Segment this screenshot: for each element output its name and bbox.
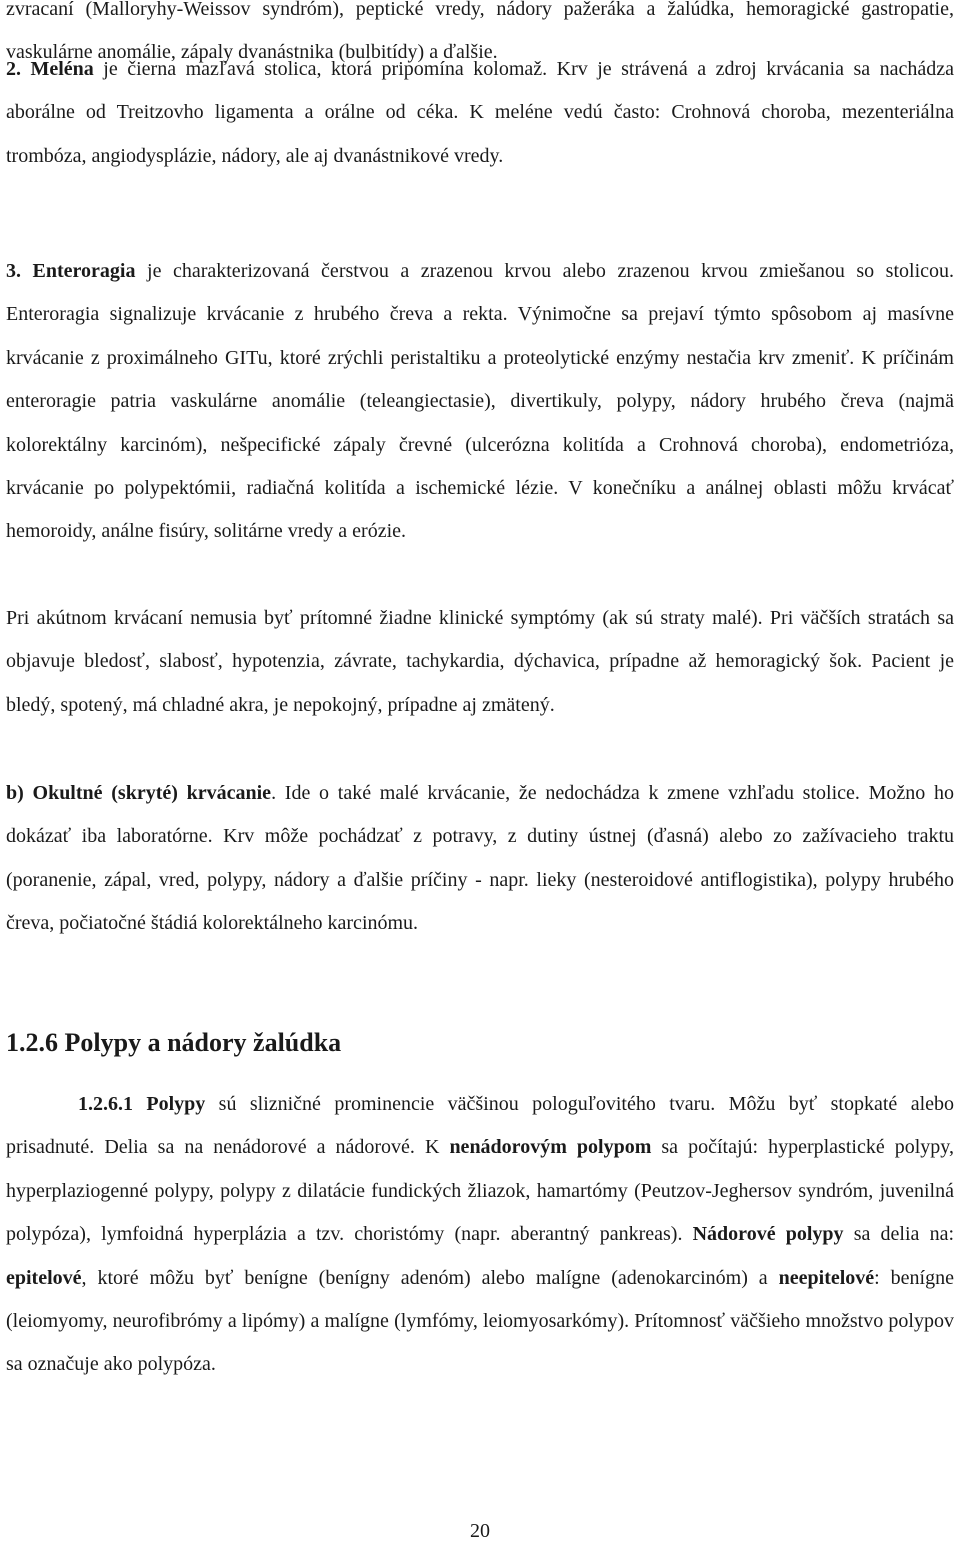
paragraph-intro-text: zvracaní (Malloryhy-Weissov syndróm), peptické vredy, nádory pažeráka a žalúdka, hemoragické gastropatie, vaskulárne anomálie, zápaly dvanástnika (bulbitídy) a ďalšie. <box>6 0 954 64</box>
polyps-text-5: : benígne (leiomyomy, neurofibrómy a lipómy) a malígne (lymfómy, leiomyosarkómy). Prítomnosť väčšieho množstvo polypov sa označuje ako polypóza. <box>6 1266 954 1376</box>
paragraph-polyps <box>6 1083 954 1387</box>
epithelial-term: epitelové <box>6 1266 82 1289</box>
polyps-subsection-title: 1.2.6.1 Polypy <box>78 1093 206 1115</box>
enteroragia-term: 3. Enteroragia <box>6 260 136 282</box>
melena-text: je čierna mazľavá stolica, ktorá pripomína kolomaž. Krv je strávená a zdroj krvácania sa nachádza aborálne od Treitzovho ligamenta a orálne od céka. K meléne vedú často: Crohnová choroba, mezenteriálna trombóza, angiodysplázie, nádory, ale aj dvanástnikové vredy. <box>6 58 954 167</box>
paragraph-occult-bleeding <box>6 772 954 946</box>
paragraph-melena <box>6 48 954 178</box>
neoplastic-polyps-term: Nádorové polypy <box>692 1223 844 1246</box>
non-epithelial-term: neepitelové <box>778 1266 875 1289</box>
section-heading: 1.2.6 Polypy a nádory žalúdka <box>6 1028 342 1057</box>
melena-term: 2. Meléna <box>6 58 94 80</box>
paragraph-enteroragia <box>6 250 954 554</box>
enteroragia-text: je charakterizovaná čerstvou a zrazenou krvou alebo zrazenou krvou zmiešanou so stolicou. Enteroragia signalizuje krvácanie z hrubého čreva a rekta. Výnimočne sa prejaví týmto spôsobom aj masívne krvácanie z proximálneho GITu, ktoré zrýchli peristaltiku a proteolytické enzýmy nestačia krv zmeniť. K príčinám enteroragie patria vaskulárne anomálie (teleangiectasie), divertikuly, polypy, nádory hrubého čreva (najmä kolorektálny karcinóm), nešpecifické zápaly črevné (ulceróznа kolitída a Crohnová choroba), endometrióza, krvácanie po polypektómii, radiačná kolitída a ischemické lézie. V konečníku a análnej oblasti môžu krvácať hemoroidy, análne fisúry, solitárne vredy a erózie. <box>6 260 955 543</box>
page-number: 20 <box>470 1520 490 1542</box>
paragraph-symptoms <box>6 597 954 727</box>
polyps-text-4: , ktoré môžu byť benígne (benígny adenóm) alebo malígne (adenokarcinóm) a <box>81 1266 779 1289</box>
symptoms-text: Pri akútnom krvácaní nemusia byť prítomné žiadne klinické symptómy (ak sú straty malé). Pri väčších stratách sa objavuje bledosť, slabosť, hypotenzia, závrate, tachykardia, dýchavica, prípadne až hemoragický šok. Pacient je bledý, spotený, má chladné akra, je nepokojný, prípadne aj zmätený. <box>6 607 954 716</box>
polyps-text-1: sú slizničné prominencie väčšinou pologuľovitého tvaru. Môžu byť stopkaté alebo prisadnuté. Delia sa na nenádorové a nádorové. K <box>6 1093 954 1159</box>
polyps-text-3: sa delia na: <box>843 1223 954 1246</box>
occult-bleeding-term: b) Okultné (skryté) krvácanie <box>6 782 272 804</box>
occult-bleeding-text: . Ide o také malé krvácanie, že nedochádza k zmene vzhľadu stolice. Možno ho dokázať iba laboratórne. Krv môže pochádzať z potravy, z dutiny ústnej (ďasná) alebo zo zažívacieho traktu (poranenie, zápal, vred, polypy, nádory a ďalšie príčiny - napr. lieky (nesteroidové antiflogistika), polypy hrubého čreva, počiatočné štádiá kolorektálneho karcinómu. <box>6 782 954 935</box>
polyps-text-2: sa počítajú: hyperplastické polypy, hyperplaziogenné polypy, polypy z dilatácie fundických žliazok, hamartómy (Peutzov-Jeghersov syndróm, juvenilná polypóza), lymfoidná hyperplázia a tzv. choristómy (napr. aberantný pankreas). <box>6 1136 954 1246</box>
non-neoplastic-polyps-term: nenádorovým polypom <box>449 1136 652 1159</box>
